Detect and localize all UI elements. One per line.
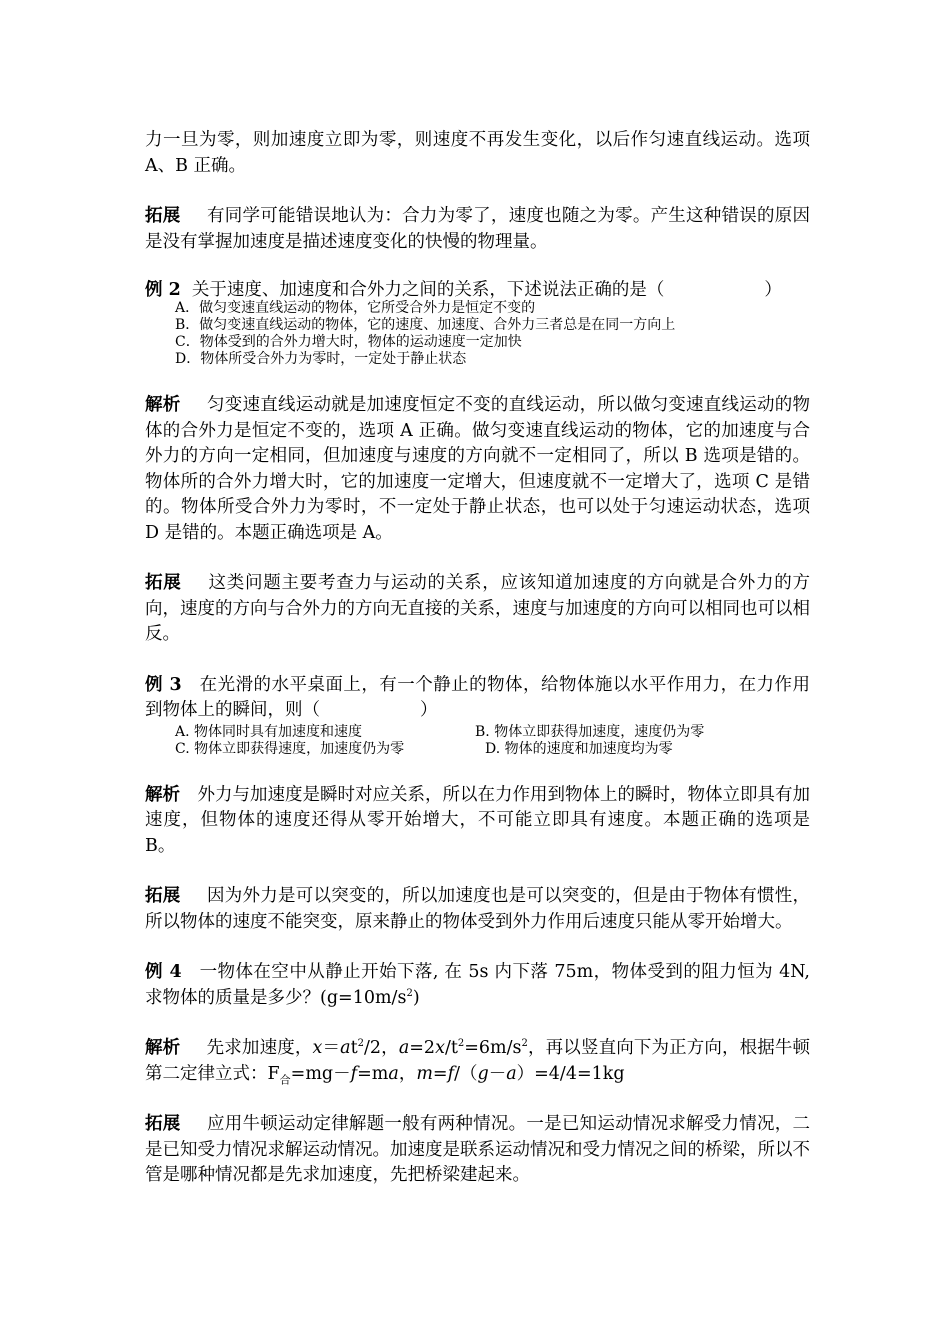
analysis-text: /（ bbox=[454, 1063, 478, 1084]
example-4-text-end: ) bbox=[412, 987, 420, 1008]
example-4-label: 例 4 bbox=[145, 962, 182, 982]
analysis-text: ， bbox=[398, 1063, 417, 1084]
analysis-text: =mg－ bbox=[290, 1063, 351, 1084]
example-3-option-c: C. 物体立即获得速度，加速度仍为零 bbox=[175, 740, 405, 757]
analysis-label: 解析 bbox=[145, 784, 180, 805]
var-f: f bbox=[350, 1063, 358, 1084]
var-t: t bbox=[350, 1038, 358, 1058]
example-2-analysis bbox=[145, 393, 810, 546]
subscript: 合 bbox=[279, 1073, 291, 1086]
example-2-option-a: A．做匀变速直线运动的物体，它所受合外力是恒定不变的 bbox=[175, 300, 536, 316]
document-page bbox=[145, 128, 810, 1189]
analysis-text: 外力与加速度是瞬时对应关系，所以在力作用到物体上的瞬时，物体立即具有加速度，但物体的速度还得从零开始增大，不可能立即具有速度。本题正确的选项是 B。 bbox=[145, 784, 810, 856]
var-f: f bbox=[447, 1063, 455, 1084]
analysis-label: 解析 bbox=[145, 395, 181, 415]
analysis-text: ，再以竖直向下为正方向，根据牛顿第二定律立式：F bbox=[145, 1038, 811, 1084]
example-2-options bbox=[175, 300, 810, 368]
extension-label: 拓展 bbox=[145, 886, 181, 906]
var-x: x bbox=[435, 1038, 445, 1058]
analysis-text: 匀变速直线运动就是加速度恒定不变的直线运动，所以做匀变速直线运动的物体的合外力是恒定不变的，选项 A 正确。做匀变速直线运动的物体，它的加速度与合外力的方向一定相同，但加速度与速度的方向就不一定相同了，所以 B 选项是错的。物体所的合外力增大时，它的加速度一定增大，但速度就不一定增大了，选项 C 是错的。物体所受合外力为零时，不一定处于静止状态，也可以处于匀速运动状态，选项 D 是错的。本题正确选项是 A。 bbox=[145, 395, 811, 543]
example-2-close: ） bbox=[764, 280, 782, 300]
example-3-close: ） bbox=[420, 700, 438, 720]
example-3-analysis bbox=[145, 783, 810, 860]
var-g: g bbox=[477, 1063, 489, 1084]
extension-label: 拓展 bbox=[145, 1114, 181, 1134]
analysis-text: =2 bbox=[409, 1038, 436, 1058]
example-2-extension bbox=[145, 571, 810, 648]
analysis-text: 先求加速度， bbox=[206, 1038, 313, 1058]
example-3-option-d: D. 物体的速度和加速度均为零 bbox=[485, 740, 673, 757]
var-a: a bbox=[398, 1038, 410, 1058]
example-3-options bbox=[175, 724, 810, 758]
example-3-extension bbox=[145, 884, 810, 935]
extension-text: 因为外力是可以突变的，所以加速度也是可以突变的，但是由于物体有惯性，所以物体的速度不能突变，原来静止的物体受到外力作用后速度只能从零开始增大。 bbox=[145, 886, 811, 932]
extension-label: 拓展 bbox=[145, 573, 182, 593]
intro-paragraph: 力一旦为零，则加速度立即为零，则速度不再发生变化，以后作匀速直线运动。选项 A、B 正确。 bbox=[145, 130, 810, 176]
extension-text: 应用牛顿运动定律解题一般有两种情况。一是已知运动情况求解受力情况，二是已知受力情况求解运动情况。加速度是联系运动情况和受力情况之间的桥梁，所以不管是哪种情况都是先求加速度，先把桥梁建起来。 bbox=[145, 1114, 811, 1185]
extension-text: 有同学可能错误地认为：合力为零了，速度也随之为零。产生这种错误的原因是没有掌握加速度是描述速度变化的快慢的物理量。 bbox=[145, 206, 811, 252]
extension-paragraph-1 bbox=[145, 204, 810, 255]
superscript: 2 bbox=[457, 1038, 465, 1050]
example-2-option-d: D．物体所受合外力为零时，一定处于静止状态 bbox=[175, 351, 467, 367]
analysis-text: /t bbox=[444, 1038, 458, 1058]
extension-label: 拓展 bbox=[145, 206, 181, 226]
superscript: 2 bbox=[406, 987, 413, 999]
example-3-option-a: A. 物体同时具有加速度和速度 bbox=[175, 723, 363, 740]
analysis-text: － bbox=[488, 1063, 507, 1084]
example-3-text: 在光滑的水平桌面上，有一个静止的物体，给物体施以水平作用力，在力作用到物体上的瞬间，则（ bbox=[145, 674, 810, 720]
analysis-label: 解析 bbox=[145, 1038, 181, 1058]
analysis-text: = bbox=[432, 1063, 448, 1084]
example-2-option-b: B．做匀变速直线运动的物体，它的速度、加速度、合外力三者总是在同一方向上 bbox=[175, 317, 676, 333]
var-a: a bbox=[340, 1038, 351, 1058]
example-2-option-c: C．物体受到的合外力增大时，物体的运动速度一定加快 bbox=[175, 334, 522, 350]
example-4-question bbox=[145, 960, 810, 1011]
example-4-extension bbox=[145, 1112, 810, 1189]
analysis-text: =m bbox=[357, 1063, 389, 1084]
equals: ＝ bbox=[322, 1038, 341, 1058]
analysis-text: ）=4/4=1kg bbox=[516, 1063, 625, 1084]
example-3-label: 例 3 bbox=[145, 674, 182, 695]
var-a: a bbox=[388, 1063, 399, 1084]
example-4-text: 一物体在空中从静止开始下落, 在 5s 内下落 75m，物体受到的阻力恒为 4N, 求物体的质量是多少？(g=10m/s bbox=[145, 962, 810, 1008]
superscript: 2 bbox=[357, 1038, 364, 1050]
superscript: 2 bbox=[521, 1038, 528, 1050]
example-2-question bbox=[145, 280, 810, 300]
example-4-analysis bbox=[145, 1036, 810, 1087]
example-3-question bbox=[145, 673, 810, 724]
extension-text: 这类问题主要考查力与运动的关系，应该知道加速度的方向就是合外力的方向，速度的方向与合外力的方向无直接的关系，速度与加速度的方向可以相同也可以相反。 bbox=[145, 573, 810, 644]
analysis-text: /2， bbox=[364, 1038, 399, 1058]
example-2-label: 例 2 bbox=[145, 280, 181, 300]
var-x: x bbox=[312, 1038, 323, 1058]
analysis-text: =6m/s bbox=[464, 1038, 522, 1058]
example-2-text: 关于速度、加速度和合外力之间的关系，下述说法正确的是（ bbox=[191, 280, 665, 300]
example-3-option-b: B. 物体立即获得加速度，速度仍为零 bbox=[475, 723, 705, 740]
var-a: a bbox=[506, 1063, 517, 1084]
var-m: m bbox=[416, 1063, 433, 1084]
